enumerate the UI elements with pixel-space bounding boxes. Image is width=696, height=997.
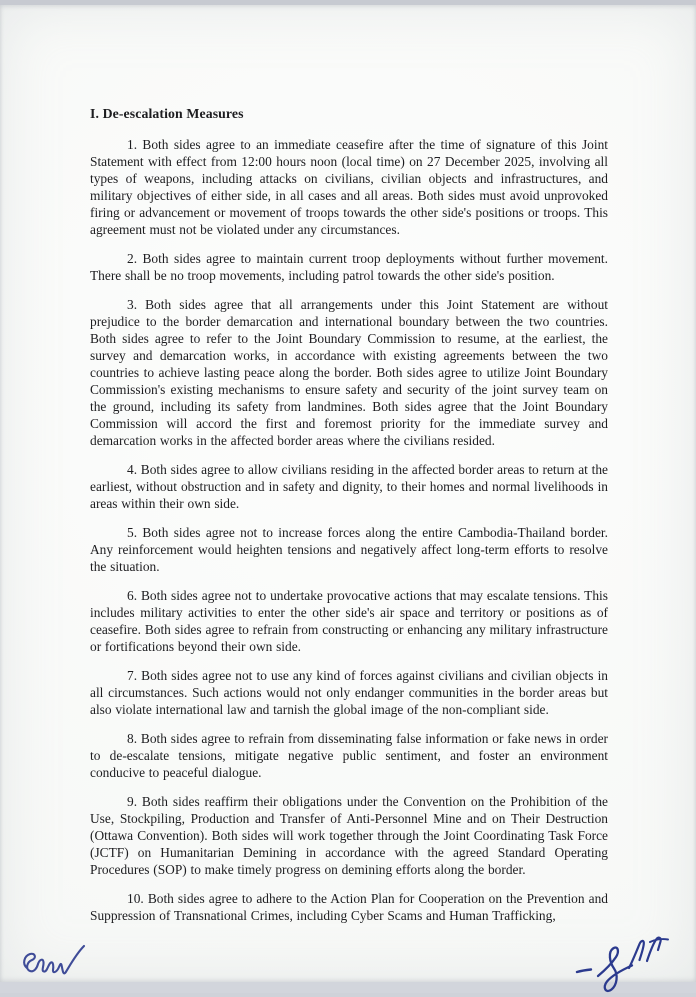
paragraph-8: 8. Both sides agree to refrain from disseminating false information or fake news in order to de-escalate tensions, mitigate negative public sentiment, and foster an environment conducive to peaceful dialogue. bbox=[90, 731, 608, 780]
paragraph-1: 1. Both sides agree to an immediate ceasefire after the time of signature of this Joint Statement with effect from 12:00 hours noon (local time) on 27 December 2025, involving all types of weapons, including attacks on civilians, civilian objects and infrastructures, and military objectives of either side, in all cases and all areas. Both sides must avoid unprovoked firing or advancement or movement of troops towards the other side's positions or troops. This agreement must not be violated under any circumstances. bbox=[90, 137, 608, 237]
paragraph-7: 7. Both sides agree not to use any kind of forces against civilians and civilian objects in all circumstances. Such actions would not only endanger communities in the border areas but also violate international law and tarnish the global image of the non-compliant side. bbox=[90, 668, 608, 717]
paragraph-6: 6. Both sides agree not to undertake provocative actions that may escalate tensions. This includes military activities to enter the other side's air space and territory or positions as of ceasefire. Both sides agree to refrain from constructing or enhancing any military infrastructure or fortifications beyond their own side. bbox=[90, 588, 608, 654]
paragraph-2: 2. Both sides agree to maintain current troop deployments without further movement. There shall be no troop movements, including patrol towards the other side's position. bbox=[90, 251, 608, 283]
paragraph-5: 5. Both sides agree not to increase forces along the entire Cambodia-Thailand border. Any reinforcement would heighten tensions and negatively affect long-term efforts to resolve the situation. bbox=[90, 525, 608, 574]
paragraph-10: 10. Both sides agree to adhere to the Action Plan for Cooperation on the Prevention and Suppression of Transnational Crimes, including Cyber Scams and Human Trafficking, bbox=[90, 891, 608, 923]
section-heading: I. De-escalation Measures bbox=[90, 106, 244, 121]
page-content bbox=[90, 105, 608, 936]
left-signature-icon bbox=[20, 941, 90, 986]
right-signature-icon bbox=[573, 933, 675, 997]
paragraph-9: 9. Both sides reaffirm their obligations under the Convention on the Prohibition of the Use, Stockpiling, Production and Transfer of Anti-Personnel Mine and on Their Destruction (Ottawa Convention). Both sides will work together through the Joint Coordinating Task Force (JCTF) on Humanitarian Demining in accordance with the agreed Standard Operating Procedures (SOP) to make timely progress on demining efforts along the border. bbox=[90, 794, 608, 877]
document-page bbox=[0, 5, 696, 982]
paragraph-3: 3. Both sides agree that all arrangements under this Joint Statement are without prejudice to the border demarcation and international boundary between the two countries. Both sides agree to refer to the Joint Boundary Commission to resume, at the earliest, the survey and demarcation works, in accordance with existing agreements between the two countries to achieve lasting peace along the border. Both sides agree to utilize Joint Boundary Commission's existing mechanisms to ensure safety and security of the joint survey team on the ground, including its safety from landmines. Both sides agree that the Joint Boundary Commission will accord the first and foremost priority for the immediate survey and demarcation works in the affected border areas where the civilians resided. bbox=[90, 297, 608, 448]
paragraph-4: 4. Both sides agree to allow civilians residing in the affected border areas to return at the earliest, without obstruction and in safety and dignity, to their homes and normal livelihoods in areas within their own side. bbox=[90, 462, 608, 511]
